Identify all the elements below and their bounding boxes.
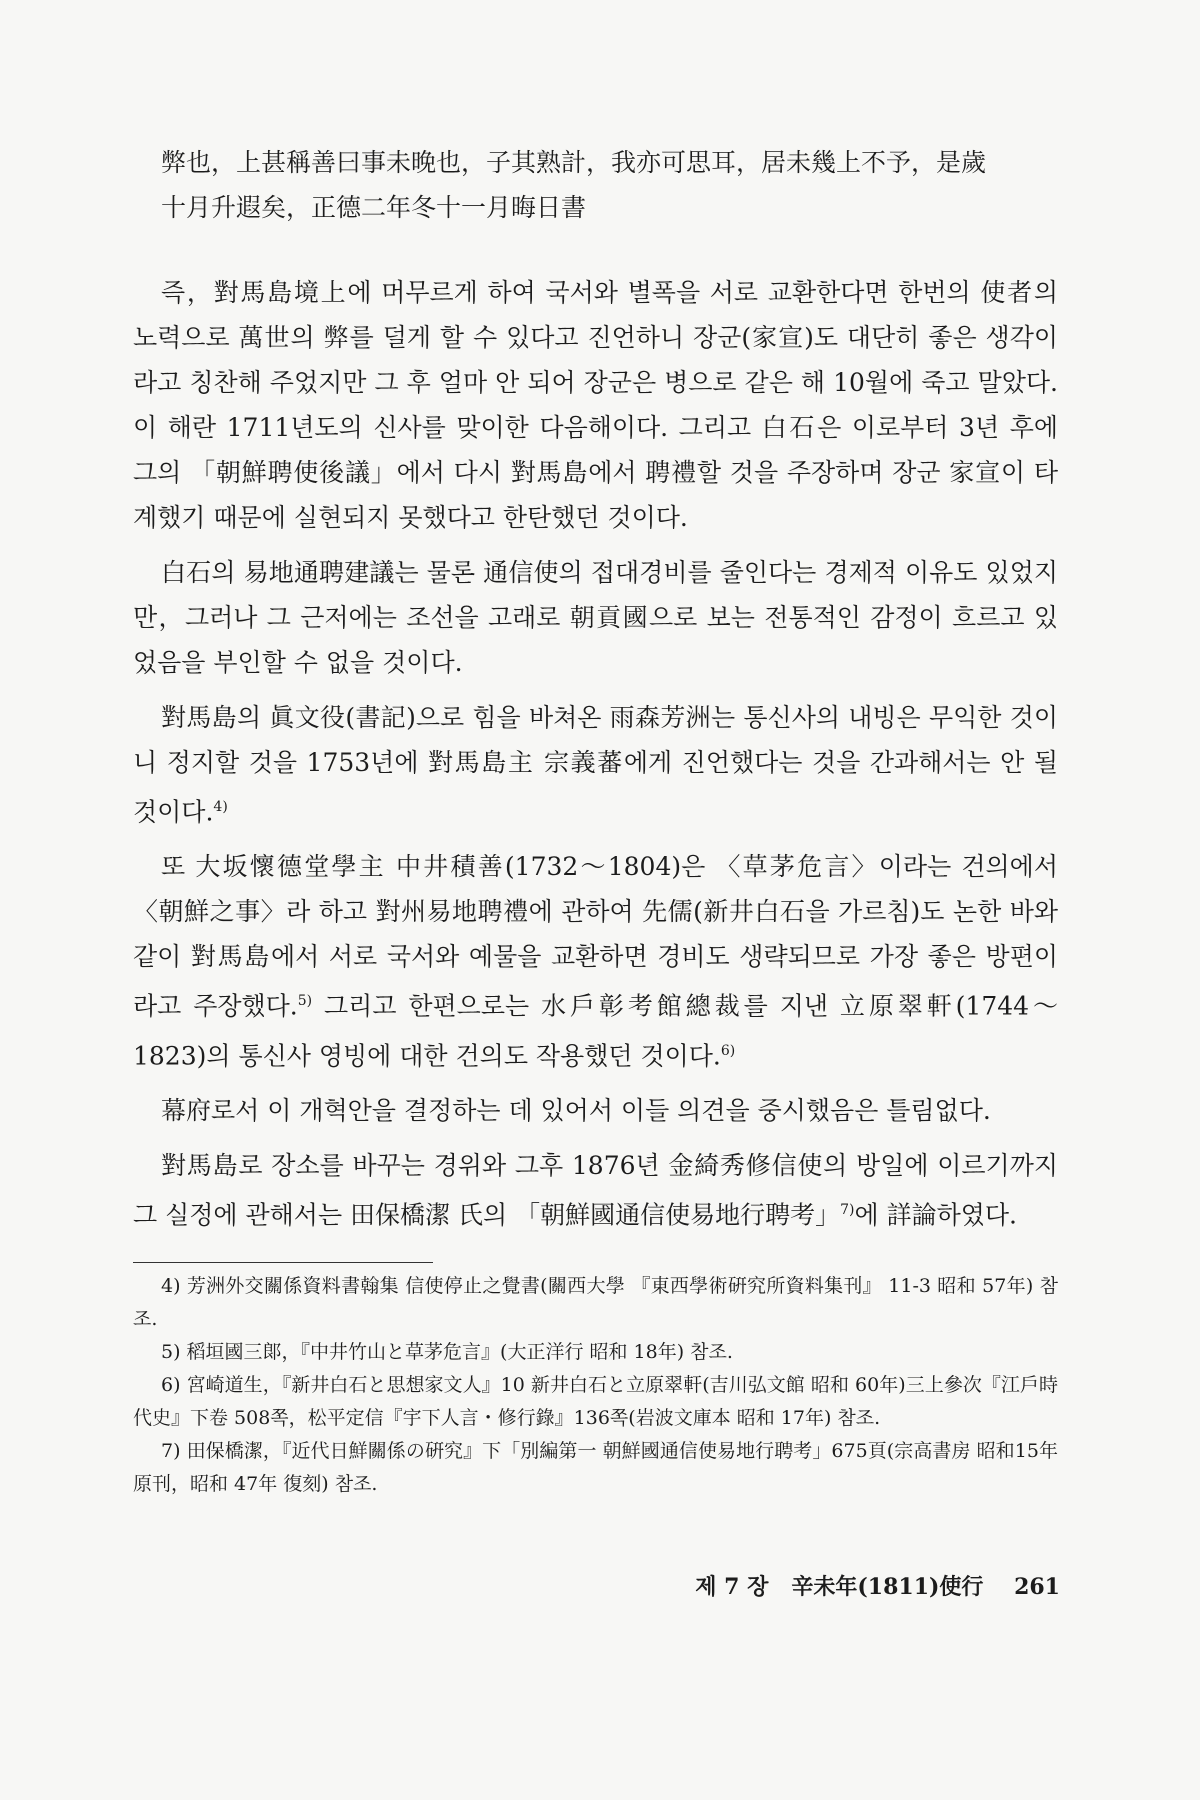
page-footer xyxy=(640,1570,1060,1601)
chapter-label: 제 7 장 xyxy=(695,1574,769,1600)
paragraph-3-text: 對馬島의 眞文役(書記)으로 힘을 바쳐온 雨森芳洲는 통신사의 내빙은 무익한 것이니 정지할 것을 1753년에 對馬島主 宗義蕃에게 진언했다는 것을 간과해서는 안 될 것이다. xyxy=(133,703,1058,827)
footnote-ref-5: 5) xyxy=(297,993,313,1010)
paragraph-5: 幕府로서 이 개혁안을 결정하는 데 있어서 이들 의견을 중시했음은 틀림없다. xyxy=(161,1095,991,1125)
paragraph-3 xyxy=(133,695,1058,834)
paragraph-6-end: 에 詳論하였다. xyxy=(854,1200,1017,1230)
footnote-6: 6) 宮崎道生，『新井白石と思想家文人』10 新井白石と立原翠軒(吉川弘文館 昭和 60年)三上參次『江戶時代史』下卷 508쪽，松平定信『宇下人言・修行錄』136쪽(岩波文庫本 昭和 17年) 참조. xyxy=(133,1374,1058,1429)
footnote-ref-7: 7) xyxy=(840,1201,855,1218)
footnote-ref-4: 4) xyxy=(213,799,228,815)
paragraph-4-text: 또 大坂懷德堂學主 中井積善(1732～1804)은 〈草茅危言〉이라는 건의에서 〈朝鮮之事〉라 하고 對州易地聘禮에 관하여 先儒(新井白石을 가르침)도 논한 바와 같이 對馬島에서 서로 국서와 예물을 교환하면 경비도 생략되므로 가장 좋은 방편이라고 주장했다. xyxy=(133,852,1058,1021)
paragraph-1: 즉，對馬島境上에 머무르게 하여 국서와 별폭을 서로 교환한다면 한번의 使者의 노력으로 萬世의 弊를 덜게 할 수 있다고 진언하니 장군(家宣)도 대단히 좋은 생각이라고 칭찬해 주었지만 그 후 얼마 안 되어 장군은 병으로 같은 해 10월에 죽고 말았다. 이 해란 1711년도의 신사를 맞이한 다음해이다. 그리고 白石은 이로부터 3년 후에 그의 「朝鮮聘使後議」에서 다시 對馬島에서 聘禮할 것을 주장하며 장군 家宣이 타계했기 때문에 실현되지 못했다고 한탄했던 것이다. xyxy=(133,278,1058,532)
footnote-ref-6: 6) xyxy=(720,1042,736,1059)
paragraph-4 xyxy=(133,844,1058,1078)
footnotes xyxy=(133,1270,1058,1501)
chapter-title: 辛未年(1811)使行 xyxy=(791,1574,984,1600)
footnote-divider xyxy=(133,1262,433,1263)
quote-line-2: 十月升遐矣，正德二年冬十一月晦日書 xyxy=(161,193,587,222)
footnote-5: 5) 稻垣國三郞，『中井竹山と草茅危言』(大正洋行 昭和 18年) 참조. xyxy=(161,1341,733,1363)
paragraph-6-text: 對馬島로 장소를 바꾸는 경위와 그후 1876년 金綺秀修信使의 방일에 이르기까지 그 실정에 관해서는 田保橋潔 氏의 「朝鮮國通信使易地行聘考」 xyxy=(133,1150,1058,1230)
footnote-4: 4) 芳洲外交關係資料書翰集 信使停止之覺書(關西大學 『東西學術硏究所資料集刊』 11-3 昭和 57年) 참조. xyxy=(133,1275,1058,1330)
paragraph-2: 白石의 易地通聘建議는 물론 通信使의 접대경비를 줄인다는 경제적 이유도 있었지만，그러나 그 근저에는 조선을 고래로 朝貢國으로 보는 전통적인 감정이 흐르고 있었음을 부인할 수 없을 것이다. xyxy=(133,558,1058,677)
footnote-7: 7) 田保橋潔，『近代日鮮關係の硏究』下「別編第一 朝鮮國通信使易地行聘考」675頁(宗高書房 昭和15年 原刊，昭和 47年 復刻) 참조. xyxy=(133,1440,1058,1495)
main-text xyxy=(133,140,1058,1237)
quote-line-1: 弊也，上甚稱善曰事未晚也，子其熟計，我亦可思耳，居未幾上不予，是歲 xyxy=(161,148,987,177)
paragraph-4-cont: 그리고 한편으로는 水戶彰考館總裁를 지낸 立原翠軒(1744～1823)의 통신사 영빙에 대한 건의도 작용했던 것이다. xyxy=(133,991,1058,1070)
paragraph-6 xyxy=(133,1143,1058,1237)
page-number: 261 xyxy=(1014,1574,1060,1600)
